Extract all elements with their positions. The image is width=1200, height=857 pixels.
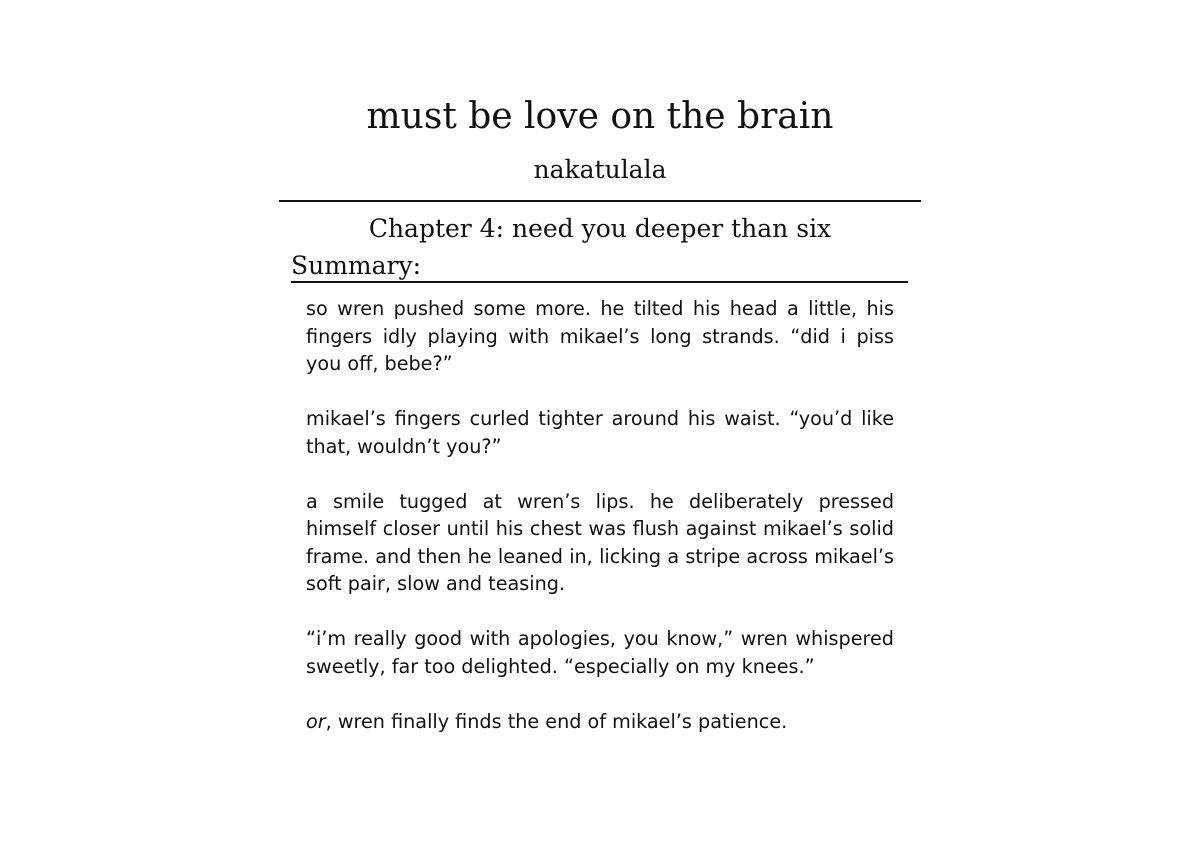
chapter-title: Chapter 4: need you deeper than six — [368, 214, 832, 243]
summary-paragraph: so wren pushed some more. he tilted his head a little, his fingers idly playing with mikael’s long strands. “did i piss you off, bebe?” — [306, 297, 894, 375]
summary-divider — [291, 281, 908, 283]
summary-closing-italic: or — [306, 709, 326, 733]
author-name: nakatulala — [533, 155, 667, 184]
summary-closing-line — [306, 708, 894, 736]
work-title: must be love on the brain — [366, 96, 834, 137]
summary-closing-text: , wren finally finds the end of mikael’s patience. — [325, 709, 788, 733]
summary-body — [306, 295, 894, 735]
summary-paragraph: mikael’s fingers curled tighter around his waist. “you’d like that, wouldn’t you?” — [306, 407, 894, 458]
title-divider — [279, 200, 921, 202]
summary-label: Summary: — [291, 251, 422, 280]
summary-paragraph: “i’m really good with apologies, you know,” wren whispered sweetly, far too delighted. “especially on my knees.” — [306, 627, 894, 678]
summary-paragraph: a smile tugged at wren’s lips. he deliberately pressed himself closer until his chest was flush against mikael’s solid frame. and then he leaned in, licking a stripe across mikael’s soft pair, slow and teasing. — [306, 489, 894, 595]
